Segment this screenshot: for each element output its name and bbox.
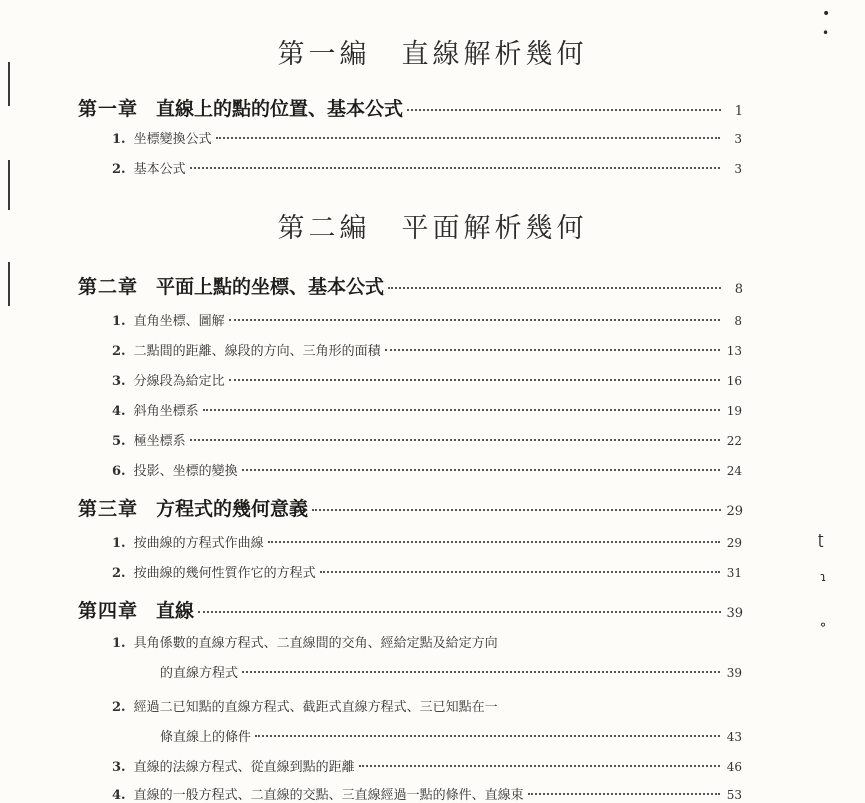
section-number: 2. xyxy=(112,162,126,177)
dot-leader xyxy=(229,318,720,321)
chapter-title: 直線上的點的位置、基本公式 xyxy=(156,98,404,120)
dot-leader xyxy=(268,540,720,543)
page-number: 43 xyxy=(726,730,742,744)
scan-edge-mark xyxy=(8,160,10,210)
toc-section xyxy=(112,400,742,419)
toc-section xyxy=(112,784,742,803)
section-title: 斜角坐標系 xyxy=(133,404,199,419)
part-2-title: 第二編 平面解析幾何 xyxy=(277,213,588,244)
section-number: 6. xyxy=(112,464,126,479)
section-number: 2. xyxy=(112,566,126,581)
section-number: 1. xyxy=(112,536,126,551)
section-number: 1. xyxy=(112,636,126,651)
section-title: 直線的一般方程式、二直線的交點、三直線經過一點的條件、直線束 xyxy=(133,788,524,803)
section-number: 1. xyxy=(112,314,126,329)
section-title: 二點間的距離、線段的方向、三角形的面積 xyxy=(133,344,381,359)
section-number: 4. xyxy=(112,788,126,803)
dot-leader xyxy=(255,734,720,737)
toc-section xyxy=(112,562,742,581)
chapter-title: 直線 xyxy=(156,600,195,622)
section-number: 4. xyxy=(112,404,126,419)
chapter-label: 第四章 xyxy=(78,600,139,622)
page-number: 53 xyxy=(726,788,742,802)
page-number: 24 xyxy=(726,464,742,478)
scan-edge-mark xyxy=(8,262,10,306)
dot-leader xyxy=(203,408,720,411)
toc-section xyxy=(112,460,742,479)
toc-section xyxy=(112,430,742,449)
dot-leader xyxy=(312,508,721,511)
page-number: 13 xyxy=(726,344,742,358)
section-title: 直角坐標、圖解 xyxy=(133,314,225,329)
page-number: 29 xyxy=(726,504,743,519)
page-number: 39 xyxy=(726,666,742,680)
dot-leader xyxy=(190,166,720,169)
dot-leader xyxy=(320,570,720,573)
scan-speck: ɿ xyxy=(820,570,827,584)
section-title: 基本公式 xyxy=(133,162,186,177)
toc-section xyxy=(112,310,742,329)
section-number: 3. xyxy=(112,374,126,389)
toc-chapter xyxy=(78,596,743,623)
page-number: 22 xyxy=(726,434,742,448)
toc-section-line xyxy=(112,632,742,651)
page-number: 39 xyxy=(726,606,743,621)
dot-leader xyxy=(359,764,720,767)
toc-section xyxy=(112,756,742,775)
toc-section-line xyxy=(112,696,742,715)
section-title: 按曲線的幾何性質作它的方程式 xyxy=(133,566,316,581)
chapter-label: 第三章 xyxy=(78,498,139,520)
page-number: 3 xyxy=(734,162,742,176)
chapter-label: 第一章 xyxy=(78,98,139,120)
chapter-title: 方程式的幾何意義 xyxy=(156,498,309,520)
section-title-continued: 條直線上的條件 xyxy=(160,730,252,745)
chapter-label: 第二章 xyxy=(78,276,139,298)
toc-section-continuation xyxy=(160,726,742,745)
dot-leader xyxy=(190,438,720,441)
section-number: 3. xyxy=(112,760,126,775)
dot-leader xyxy=(242,670,720,673)
part-1-title: 第一編 直線解析幾何 xyxy=(277,39,588,70)
section-title: 坐標變換公式 xyxy=(133,132,212,147)
page-number: 29 xyxy=(726,536,742,550)
section-title: 投影、坐標的變換 xyxy=(133,464,238,479)
page-number: 31 xyxy=(726,566,742,580)
section-title: 按曲線的方程式作曲線 xyxy=(133,536,264,551)
dot-leader xyxy=(385,348,720,351)
scan-speck: • xyxy=(822,26,830,40)
toc-chapter xyxy=(78,94,743,121)
toc-chapter xyxy=(78,272,743,299)
section-number: 2. xyxy=(112,700,126,715)
dot-leader xyxy=(407,108,721,111)
section-number: 1. xyxy=(112,132,126,147)
page-number: 19 xyxy=(726,404,742,418)
section-title: 分線段為給定比 xyxy=(133,374,225,389)
dot-leader xyxy=(198,610,721,613)
dot-leader xyxy=(528,792,720,795)
section-title-continued: 的直線方程式 xyxy=(160,666,239,681)
section-title: 具角係數的直線方程式、二直線間的交角、經給定點及給定方向 xyxy=(133,636,498,651)
page-number: 46 xyxy=(726,760,742,774)
scan-speck: ʈ xyxy=(818,532,824,548)
section-number: 2. xyxy=(112,344,126,359)
dot-leader xyxy=(216,136,720,139)
toc-section-continuation xyxy=(160,662,742,681)
toc-section xyxy=(112,370,742,389)
page-number: 3 xyxy=(734,132,742,146)
chapter-title: 平面上點的坐標、基本公式 xyxy=(156,276,385,298)
page-number: 1 xyxy=(734,104,743,119)
page-number: 8 xyxy=(734,282,743,297)
dot-leader xyxy=(388,286,721,289)
section-title: 直線的法線方程式、從直線到點的距離 xyxy=(133,760,355,775)
section-title: 極坐標系 xyxy=(133,434,186,449)
section-title: 經過二已知點的直線方程式、截距式直線方程式、三已知點在一 xyxy=(133,700,498,715)
toc-section xyxy=(112,532,742,551)
page-number: 8 xyxy=(734,314,742,328)
scan-speck: • xyxy=(822,6,831,22)
toc-section xyxy=(112,128,742,147)
dot-leader xyxy=(229,378,720,381)
dot-leader xyxy=(242,468,720,471)
toc-section xyxy=(112,340,742,359)
page-number: 16 xyxy=(726,374,742,388)
toc-chapter xyxy=(78,494,743,521)
scan-speck: ⚬ xyxy=(818,618,829,632)
toc-section xyxy=(112,158,742,177)
section-number: 5. xyxy=(112,434,126,449)
